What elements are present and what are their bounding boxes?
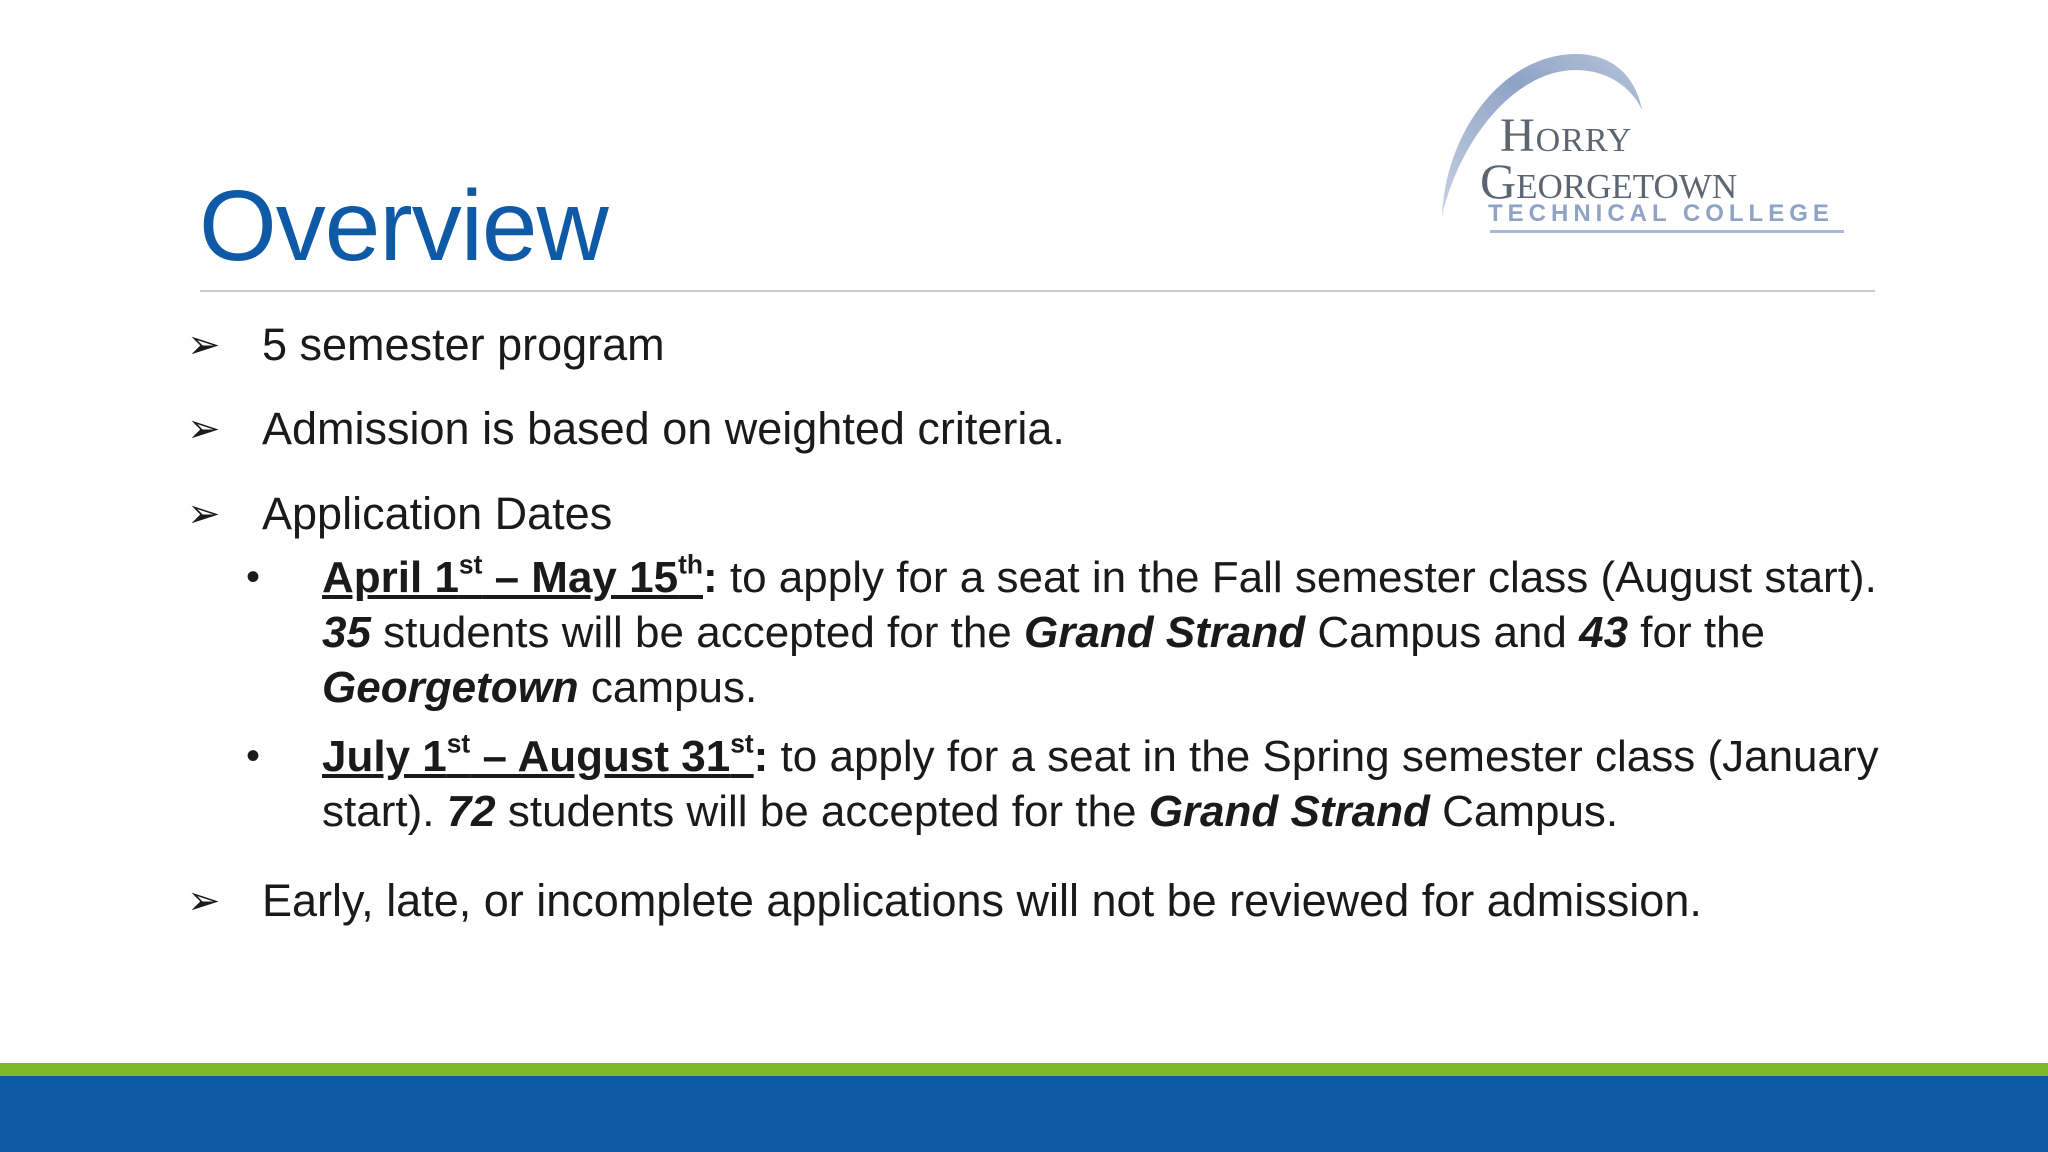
date-text: Campus and [1305, 608, 1580, 657]
bullet-text: 5 semester program [262, 319, 665, 370]
ordinal-suffix: st [730, 728, 754, 759]
campus-name: Grand Strand [1148, 787, 1430, 836]
date-text: to apply for a seat in the Fall semester class (August start). [717, 553, 1877, 602]
date-range [322, 549, 703, 602]
arrow-bullet-icon: ➢ [187, 492, 221, 536]
ordinal-suffix: st [446, 728, 471, 759]
ordinal-suffix: st [458, 549, 483, 580]
date-range-start: April 1 [322, 553, 459, 602]
seat-count: 72 [446, 787, 496, 836]
bullet-text: Admission is based on weighted criteria. [262, 403, 1065, 454]
arrow-bullet-icon: ➢ [187, 407, 221, 451]
date-text: campus. [578, 663, 758, 712]
date-text: students will be accepted for the [370, 608, 1024, 657]
date-range-end: – May 15 [482, 553, 679, 602]
ordinal-suffix: th [678, 549, 703, 580]
dot-bullet-icon: • [246, 555, 261, 599]
date-range-end: – August 31 [470, 732, 731, 781]
footer-green-band [0, 1063, 2048, 1076]
date-text: to apply for a seat in the Spring semester class (January start). [322, 732, 1879, 836]
seat-count: 35 [322, 608, 371, 657]
logo-text-horry: Horry [1500, 109, 1633, 162]
date-range [322, 728, 754, 781]
arrow-bullet-icon: ➢ [187, 879, 221, 923]
date-sub-item-body [322, 729, 1892, 839]
date-text: Campus. [1429, 787, 1619, 836]
date-colon: : [703, 553, 718, 602]
date-sub-item-body [322, 550, 1892, 715]
arrow-bullet-icon: ➢ [187, 323, 221, 367]
seat-count: 43 [1579, 608, 1629, 657]
slide-title: Overview [199, 170, 608, 282]
campus-name: Grand Strand [1024, 608, 1306, 657]
date-text: students will be accepted for the [495, 787, 1149, 836]
bullet-text: Application Dates [262, 488, 613, 539]
date-colon: : [753, 732, 769, 781]
dot-bullet-icon: • [246, 734, 261, 778]
date-range-start: July 1 [322, 732, 447, 781]
logo-text-georgetown: Georgetown [1480, 153, 1738, 209]
footer-blue-band [0, 1076, 2048, 1152]
campus-name: Georgetown [322, 663, 579, 712]
bullet-text: Early, late, or incomplete applications will not be reviewed for admission. [262, 875, 1702, 926]
date-text: for the [1628, 608, 1766, 657]
logo-text-technical-college: TECHNICAL COLLEGE [1488, 200, 1834, 227]
